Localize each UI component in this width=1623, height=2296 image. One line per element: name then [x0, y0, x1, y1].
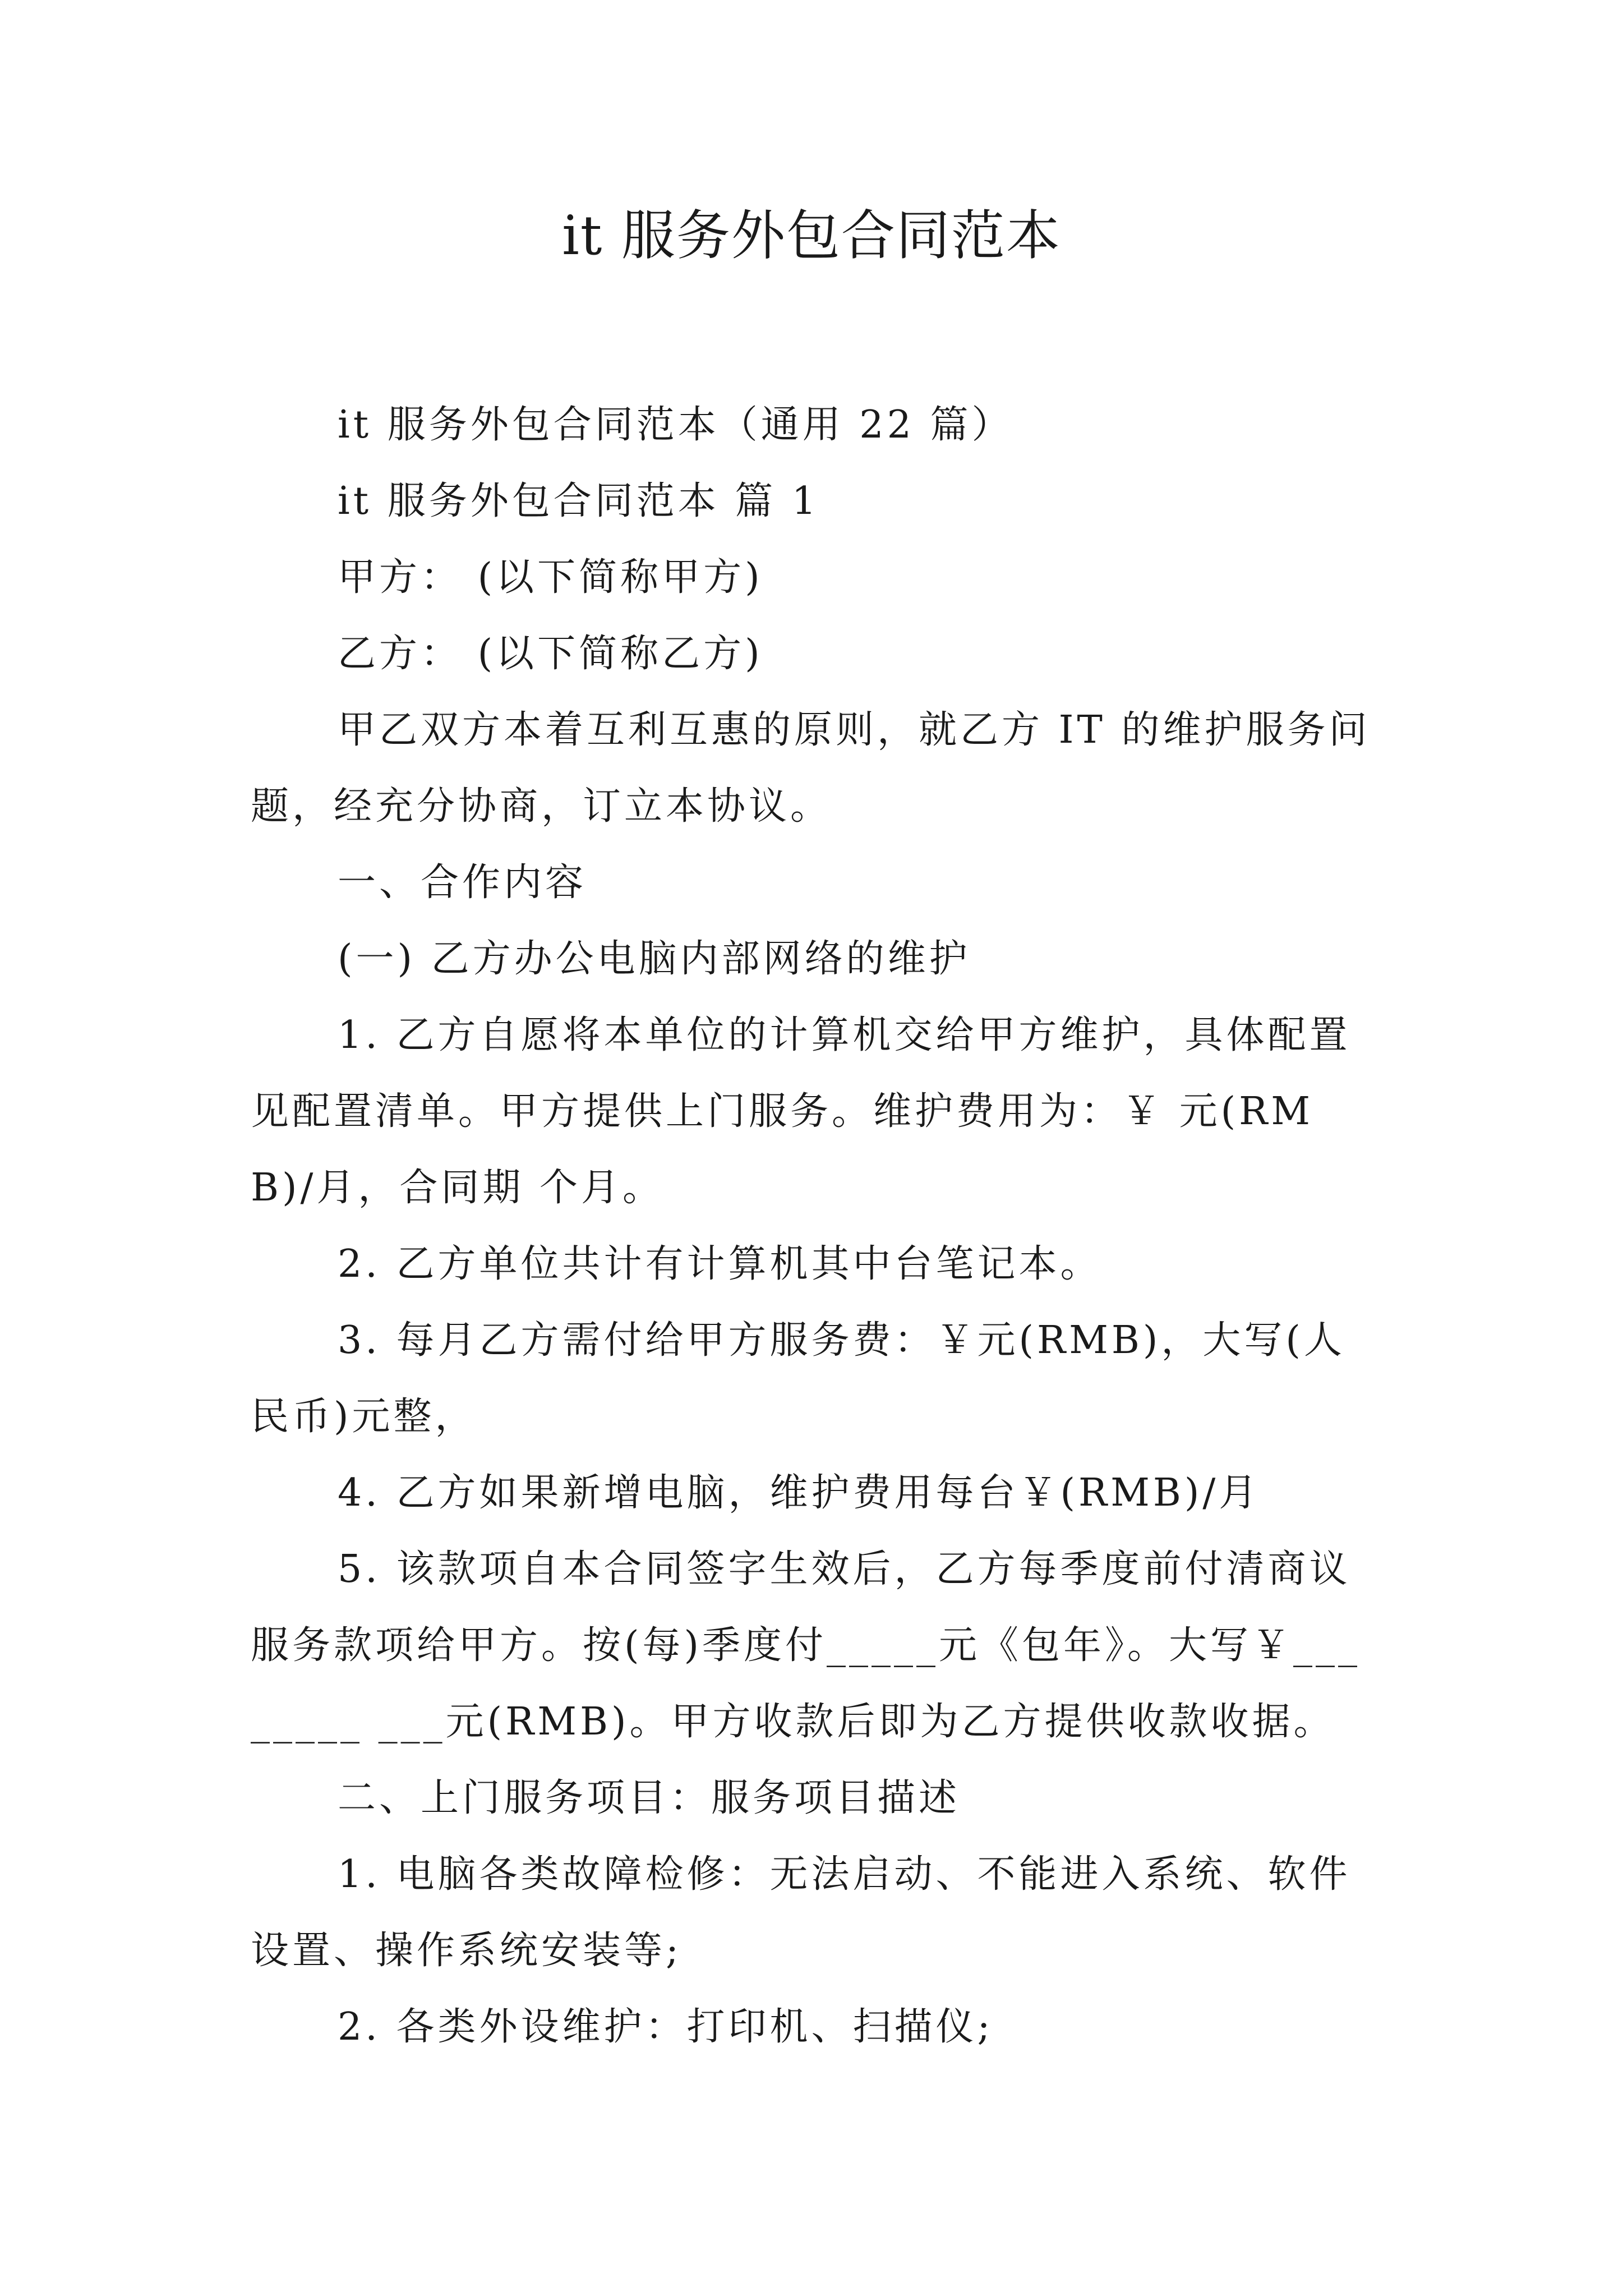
- paragraph-party-b: 乙方： (以下简称乙方): [338, 632, 763, 676]
- paragraph-collection-title: it 服务外包合同范本（通用 22 篇）: [338, 403, 1013, 447]
- paragraph-preamble: 甲乙双方本着互利互惠的原则，就乙方 IT 的维护服务问题，经充分协商，订立本协议。: [251, 708, 1371, 829]
- clause-item-5: 5. 该款项自本合同签字生效后，乙方每季度前付清商议服务款项给甲方。按(每)季度付_____元《包年》。大写￥________ ___元(RMB)。甲方收款后即为乙方提供收款收据。: [251, 1547, 1361, 1744]
- clause-item-3: 3. 每月乙方需付给甲方服务费：￥元(RMB)，大写(人民币)元整，: [251, 1318, 1345, 1439]
- document-body: [251, 387, 1378, 2065]
- clause-item-2: 2. 乙方单位共计有计算机其中台笔记本。: [338, 1242, 1102, 1286]
- section-heading-onsite-service: 二、上门服务项目：服务项目描述: [338, 1776, 961, 1820]
- service-item-2: 2. 各类外设维护：打印机、扫描仪;: [338, 2005, 994, 2049]
- paragraph-party-a: 甲方： (以下简称甲方): [338, 555, 763, 600]
- service-item-1: 1. 电脑各类故障检修：无法启动、不能进入系统、软件设置、操作系统安装等;: [251, 1852, 1351, 1973]
- document-title: it 服务外包合同范本: [562, 204, 1061, 267]
- section-heading-cooperation: 一、合作内容: [338, 861, 587, 905]
- clause-item-1: 1. 乙方自愿将本单位的计算机交给甲方维护，具体配置见配置清单。甲方提供上门服务。维护费用为：￥ 元(RMB)/月，合同期 个月。: [251, 1013, 1351, 1210]
- clause-item-4: 4. 乙方如果新增电脑，维护费用每台￥(RMB)/月: [338, 1471, 1261, 1515]
- paragraph-chapter-heading: it 服务外包合同范本 篇 1: [338, 479, 820, 523]
- subsection-heading-network: (一) 乙方办公电脑内部网络的维护: [338, 937, 971, 981]
